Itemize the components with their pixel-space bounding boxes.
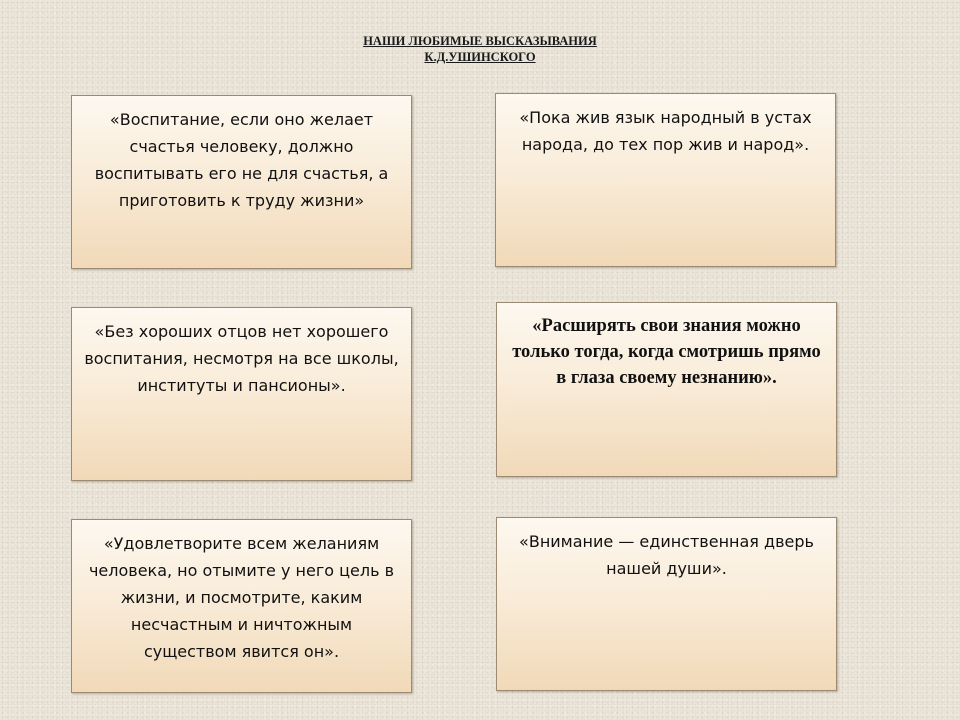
- quote-card-1: [71, 95, 412, 269]
- slide-title: [0, 33, 960, 65]
- quote-text-1: «Воспитание, если оно желает счастья человеку, должно воспитывать его не для счастья, а приготовить к труду жизни»: [94, 110, 389, 210]
- quote-text-5: «Удовлетворите всем желаниям человека, но отымите у него цель в жизни, и посмотрите, каким несчастным и ничтожным существом явится он».: [88, 534, 395, 661]
- quote-card-6: [496, 517, 837, 691]
- title-line-1: НАШИ ЛЮБИМЫЕ ВЫСКАЗЫВАНИЯ: [363, 34, 597, 48]
- title-line-2: К.Д.УШИНСКОГО: [424, 50, 536, 64]
- quote-text-2: «Пока жив язык народный в устах народа, до тех пор жив и народ».: [519, 108, 812, 154]
- quote-card-3: [71, 307, 412, 481]
- quote-card-2: [495, 93, 836, 267]
- quote-text-6: «Внимание — единственная дверь нашей души».: [519, 532, 814, 578]
- quote-text-3: «Без хороших отцов нет хорошего воспитания, несмотря на все школы, институты и пансионы».: [84, 322, 399, 395]
- quote-card-4: [496, 302, 837, 477]
- quote-text-4: «Расширять свои знания можно только тогда, когда смотришь прямо в глаза своему незнанию».: [512, 316, 821, 388]
- quote-card-5: [71, 519, 412, 693]
